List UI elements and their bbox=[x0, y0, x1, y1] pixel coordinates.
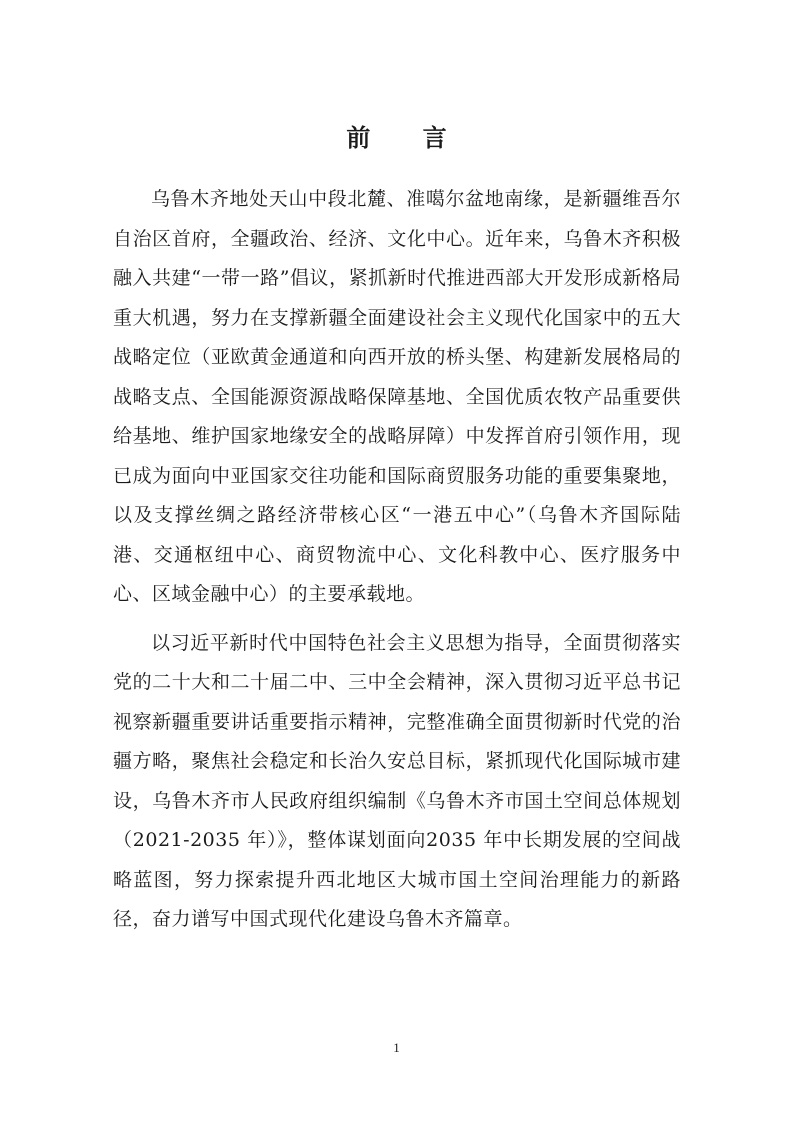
paragraph-1: 乌鲁木齐地处天山中段北麓、准噶尔盆地南缘，是新疆维吾尔自治区首府，全疆政治、经济、文化中心。近年来，乌鲁木齐积极融入共建“一带一路”倡议，紧抓新时代推进西部大开发形成新格局重大机遇，努力在支撑新疆全面建设社会主义现代化国家中的五大战略定位（亚欧黄金通道和向西开放的桥头堡、构建新发展格局的战略支点、全国能源资源战略保障基地、全国优质农牧产品重要供给基地、维护国家地缘安全的战略屏障）中发挥首府引领作用，现已成为面向中亚国家交往功能和国际商贸服务功能的重要集聚地，以及支撑丝绸之路经济带核心区“一港五中心”（乌鲁木齐国际陆港、交通枢纽中心、商贸物流中心、文化科教中心、医疗服务中心、区域金融中心）的主要承载地。 bbox=[113, 188, 681, 605]
paragraph-2: 以习近平新时代中国特色社会主义思想为指导，全面贯彻落实党的二十大和二十届二中、三中全会精神，深入贯彻习近平总书记视察新疆重要讲话重要指示精神，完整准确全面贯彻新时代党的治疆方略，聚焦社会稳定和长治久安总目标，紧抓现代化国际城市建设，乌鲁木齐市人民政府组织编制《乌鲁木齐市国土空间总体规划（2021-2035 年）》，整体谋划面向2035 年中长期发展的空间战略蓝图，努力探索提升西北地区大城市国土空间治理能力的新路径，奋力谱写中国式现代化建设乌鲁木齐篇章。 bbox=[113, 631, 681, 930]
body-text bbox=[113, 180, 681, 940]
page-number: 1 bbox=[393, 1040, 400, 1055]
page-title: 前 言 bbox=[346, 123, 469, 152]
